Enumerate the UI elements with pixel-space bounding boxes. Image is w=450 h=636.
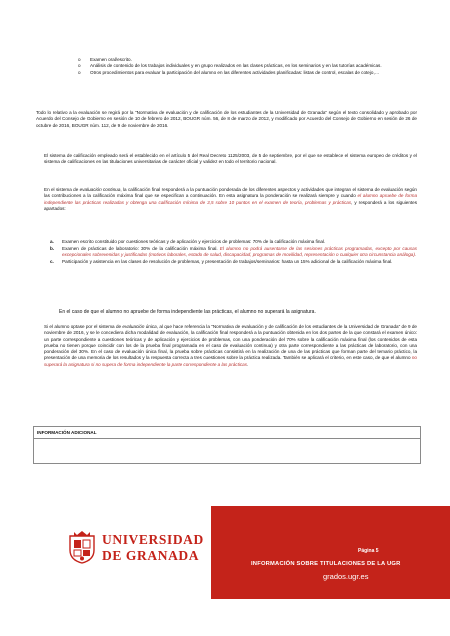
continuous-evaluation-paragraph: En el sistema de evaluación continua, la calificación final responderá a la puntuación ponderada de los diferentes aspectos y actividades que integran el sistema de evaluación según las contribuciones a la calificación máxima final que se especifican a continuación. En esta asignatura la ponderación se realizará siempre y cuando el alumno apruebe de forma independiente las prácticas realizadas y obtenga una calificación mínima de 3,5 sobre 10 puntos en el examen de teoría, problemas y prácticas, y responderá a los siguientes apartados: [44,187,417,211]
normativa-paragraph: Todo lo relativo a la evaluación se regirá por la "Normativa de evaluación y de calificación de los estudiantes de la Universidad de Granada" según el texto consolidado y aprobado por Acuerdo del Consejo de Gobierno en sesión de 10 de febrero de 2012, BOUGR núm. 56, de 8 de marzo de 2012, y modificado por Acuerdo del Consejo de Gobierno en sesión de 26 de octubre de 2016, BOUGR núm. 112, de 9 de noviembre de 2016. [36,110,417,128]
list-item-text: Otros procedimientos para evaluar la participación del alumno en las diferentes actividades planificadas: listas de control, escalas de cotejo,… [90,69,380,75]
additional-info-header: INFORMACIÓN ADICIONAL [34,427,420,439]
calificacion-system-paragraph: El sistema de calificación empleado será el establecido en el artículo 5 del Real Decreto 1125/2003, de 5 de septiembre, por el que se establece el sistema europeo de créditos y el sistema de calificaciones en las titulaciones universitarias de carácter oficial y validez en todo el territorio nacional. [44,153,417,165]
list-item-text: Análisis de contenido de los trabajos individuales y en grupo realizados en las clases prácticas, en los seminarios y en las tutorías académicas. [90,63,382,69]
list-item [78,70,408,76]
list-item: c. Participación y asistencia en las clases de resolución de problemas, y presentación de trabajos/seminarios: hasta un 15% adicional de la calificación máxima final. [50,258,393,264]
footer-red-panel [211,506,450,599]
bullet-circle-icon: o [78,57,81,62]
additional-info-table [33,426,421,464]
page-number: Página 5 [358,548,379,554]
evaluation-methods-list [78,57,408,76]
list-item: b. Examen de prácticas de laboratorio: 30% de la calificación máxima final. El alumno no podrá ausentarse de las sesiones prácticas programadas, excepto por causas excepcionales sobrevenidas y justificadas (motivos laborales, estado de salud, discapacidad, programas de movilidad, representación o cualquier otra circunstancia análoga). [50,245,417,258]
university-name-line1: UNIVERSIDAD [102,532,204,547]
bullet-circle-icon: o [78,69,81,75]
university-name-line2: DE GRANADA [102,548,200,563]
list-item: a. Examen escrito constituido por cuestiones teóricas y de aplicación y ejercicios de problemas: 70% de la calificación máxima final. [50,239,326,244]
footer-url-link[interactable]: grados.ugr.es [323,572,369,581]
list-item-text: Examen oral/escrito. [90,57,132,62]
weighting-list [50,239,417,266]
university-crest-icon [67,530,97,564]
practicas-requirement-note: En el caso de que el alumno no apruebe de forma independiente las prácticas, el alumno no superará la asignatura. [59,309,316,315]
single-evaluation-paragraph: Si el alumno optase por el sistema de evaluación única, al que hace referencia la "Normativa de evaluación y de calificación de los estudiantes de la Universidad de Granada" de 9 de noviembre de 2016, y se le concediera dicha modalidad de evaluación, la calificación final responderá a la puntuación obtenida en los dos partes de la que constará el examen único: un parte correspondiente a cuestiones teóricas y de aplicación y ejercicios de problemas, con una ponderación del 70% sobre la calificación máxima final (los contenidos de esta prueba no tienen porque coincidir con los de la prueba final programada en el caso de evaluación continua) y otra parte correspondiente a las prácticas de laboratorio, con una ponderación del 30%. En el caso de evaluación única final, la prueba sobre prácticas consistirá en la realización de una de las prácticas que forman parte del temario práctico, la presentación de una memoria de los resultados y la respuesta correcta a tres cuestiones sobre la práctica realizada. También se aplicará el criterio, en este caso, de que el alumno no superará la asignatura si no supera de forma independiente la parte correspondiente a las prácticas. [44,324,417,367]
footer-info-title: INFORMACIÓN SOBRE TITULACIONES DE LA UGR [251,561,401,567]
bullet-circle-icon: o [78,63,81,69]
